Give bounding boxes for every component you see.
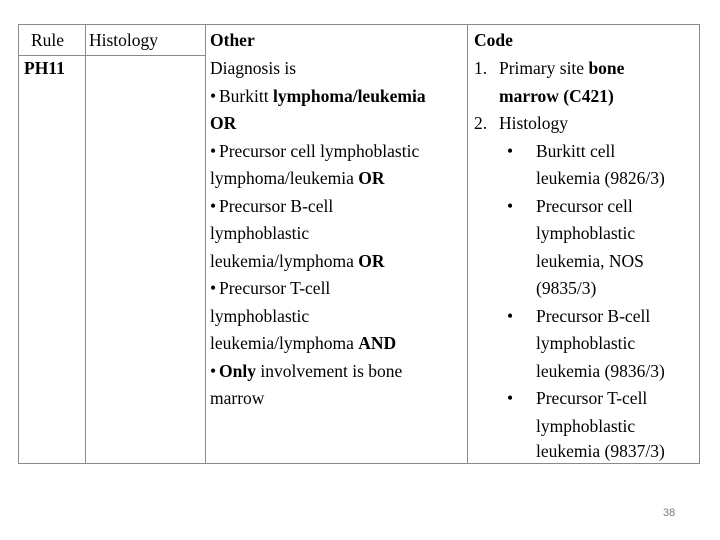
other-line: lymphoblastic	[210, 223, 310, 243]
other-line: marrow	[210, 388, 265, 408]
other-line: • Only involvement is bone	[210, 358, 402, 386]
code-line: leukemia (9836/3)	[536, 360, 665, 381]
code-line: leukemia (9826/3)	[536, 168, 665, 188]
column-divider	[85, 25, 86, 463]
bullet-icon: •	[210, 85, 217, 106]
code-line: lymphoblastic	[536, 415, 636, 436]
other-line: leukemia/lymphoma AND	[210, 333, 397, 353]
code-line: leukemia, NOS	[536, 250, 644, 271]
bullet-icon: •	[507, 140, 514, 161]
column-divider	[467, 25, 468, 463]
other-line: • Precursor cell lymphoblastic	[210, 138, 419, 166]
code-number: 1.	[474, 58, 488, 78]
other-line: lymphoma/leukemia OR	[210, 168, 385, 188]
other-line: • Precursor T-cell	[210, 275, 330, 303]
code-line: Precursor T-cell	[536, 388, 648, 408]
other-line: • Burkitt lymphoma/leukemia	[210, 83, 426, 111]
bullet-icon: •	[507, 305, 514, 326]
code-line: Burkitt cell	[536, 140, 616, 161]
column-divider	[205, 25, 206, 463]
other-line: OR	[210, 113, 237, 133]
code-line: lymphoblastic	[536, 333, 636, 353]
code-line: Primary site bone	[499, 58, 625, 78]
rule-id: PH11	[24, 58, 65, 78]
other-line: Diagnosis is	[210, 58, 297, 78]
code-line: Histology	[499, 113, 569, 133]
code-line: Precursor cell	[536, 195, 633, 216]
bullet-icon: •	[210, 278, 217, 298]
header-other: Other	[210, 30, 255, 50]
code-number: 2.	[474, 113, 488, 133]
code-line: marrow (C421)	[499, 85, 614, 106]
bullet-icon: •	[507, 388, 514, 408]
header-code: Code	[474, 30, 513, 50]
rules-table	[18, 24, 700, 464]
header-rule: Rule	[31, 30, 65, 50]
bullet-icon: •	[210, 360, 217, 381]
code-line: lymphoblastic	[536, 223, 636, 243]
bullet-icon: •	[210, 195, 217, 216]
header-histology: Histology	[89, 30, 159, 50]
page-number: 38	[663, 507, 676, 519]
bullet-icon: •	[507, 195, 514, 216]
code-line: leukemia (9837/3)	[536, 441, 665, 461]
bullet-icon: •	[210, 140, 217, 161]
other-line: leukemia/lymphoma OR	[210, 250, 385, 271]
code-line: Precursor B-cell	[536, 305, 651, 326]
code-line: (9835/3)	[536, 278, 597, 298]
other-line: • Precursor B-cell	[210, 193, 333, 221]
other-line: lymphoblastic	[210, 305, 310, 326]
